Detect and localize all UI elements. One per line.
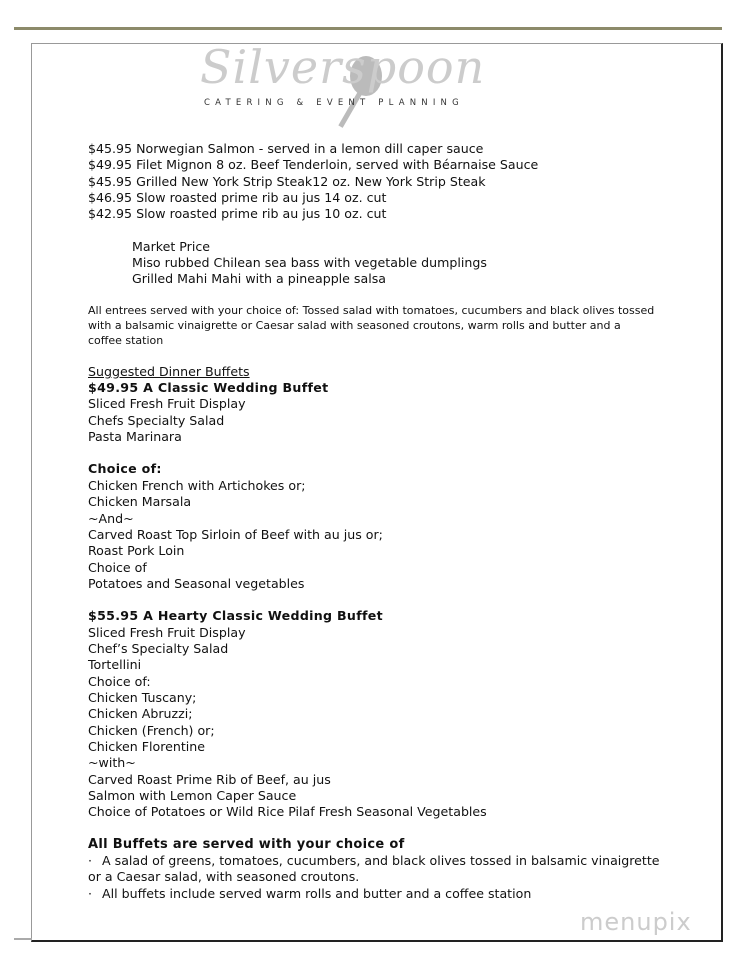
market-item: Miso rubbed Chilean sea bass with vegetable dumplings bbox=[132, 255, 487, 271]
frame-shadow bbox=[14, 938, 32, 940]
buffet2-item: Chicken Tuscany; bbox=[88, 689, 197, 705]
buffet1-choice-title: Choice of: bbox=[88, 461, 162, 477]
entree: $45.95 Grilled New York Strip Steak12 oz. New York Strip Steak bbox=[88, 173, 486, 189]
buffet2-item: Chef’s Specialty Salad bbox=[88, 640, 229, 656]
bullet-text: A salad of greens, tomatoes, cucumbers, and black olives tossed in balsamic vinaigrette or a Caesar salad, with seasoned croutons. bbox=[88, 853, 660, 885]
entree-note: All entrees served with your choice of: Tossed salad with tomatoes, cucumbers and black olives tossed with a balsamic vinaigrette or Caesar salad with seasoned croutons, warm rolls and butter and a coffee station bbox=[88, 303, 655, 347]
buffet2-item: Choice of: bbox=[88, 673, 151, 689]
logo bbox=[200, 40, 510, 138]
buffet1-choice: Chicken French with Artichokes or; bbox=[88, 477, 306, 493]
spoon-handle bbox=[338, 91, 362, 128]
buffet2-item: Choice of Potatoes or Wild Rice Pilaf Fresh Seasonal Vegetables bbox=[88, 804, 487, 820]
all-buffets-bullet bbox=[88, 853, 663, 886]
bullet-icon: · bbox=[88, 885, 93, 901]
entree: $45.95 Norwegian Salmon - served in a lemon dill caper sauce bbox=[88, 141, 484, 156]
buffet1-choice: Roast Pork Loin bbox=[88, 543, 185, 559]
buffet1-item: Sliced Fresh Fruit Display bbox=[88, 396, 246, 412]
buffet2-item: Tortellini bbox=[88, 657, 142, 673]
market-item: Grilled Mahi Mahi with a pineapple salsa bbox=[132, 271, 386, 287]
entree: $46.95 Slow roasted prime rib au jus 14 oz. cut bbox=[88, 190, 387, 206]
buffets-heading: Suggested Dinner Buffets bbox=[88, 363, 250, 379]
buffet2-title: $55.95 A Hearty Classic Wedding Buffet bbox=[88, 608, 383, 624]
logo-script: Silverspoon bbox=[200, 40, 486, 94]
buffet1-choice: Chicken Marsala bbox=[88, 494, 192, 510]
entree: $49.95 Filet Mignon 8 oz. Beef Tenderloin, served with Béarnaise Sauce bbox=[88, 157, 539, 173]
buffet2-item: Chicken Abruzzi; bbox=[88, 706, 193, 722]
buffet1-choice: Potatoes and Seasonal vegetables bbox=[88, 575, 305, 591]
buffet2-item: Sliced Fresh Fruit Display bbox=[88, 624, 246, 640]
buffet1-choice: Choice of bbox=[88, 559, 147, 575]
buffet2-item: ~with~ bbox=[88, 755, 136, 771]
all-buffets-bullet bbox=[88, 886, 688, 902]
watermark: menupix bbox=[580, 908, 692, 936]
buffet1-item: Pasta Marinara bbox=[88, 429, 182, 445]
logo-tagline: CATERING & EVENT PLANNING bbox=[204, 98, 464, 108]
menu-content bbox=[88, 141, 688, 902]
buffet1-title: $49.95 A Classic Wedding Buffet bbox=[88, 380, 329, 396]
market-price-title: Market Price bbox=[132, 238, 211, 254]
buffet2-item: Salmon with Lemon Caper Sauce bbox=[88, 788, 297, 803]
all-buffets-title: All Buffets are served with your choice of bbox=[88, 836, 405, 852]
entree: $42.95 Slow roasted prime rib au jus 10 oz. cut bbox=[88, 206, 387, 222]
buffet1-choice: ~And~ bbox=[88, 510, 134, 526]
bullet-text: All buffets include served warm rolls and butter and a coffee station bbox=[102, 885, 532, 901]
buffet2-item: Carved Roast Prime Rib of Beef, au jus bbox=[88, 771, 331, 787]
bullet-icon: · bbox=[88, 853, 93, 869]
top-rule bbox=[14, 27, 722, 30]
buffet1-choice: Carved Roast Top Sirloin of Beef with au jus or; bbox=[88, 526, 383, 542]
buffet1-item: Chefs Specialty Salad bbox=[88, 412, 225, 428]
buffet2-item: Chicken (French) or; bbox=[88, 722, 215, 738]
buffet2-item: Chicken Florentine bbox=[88, 738, 206, 754]
